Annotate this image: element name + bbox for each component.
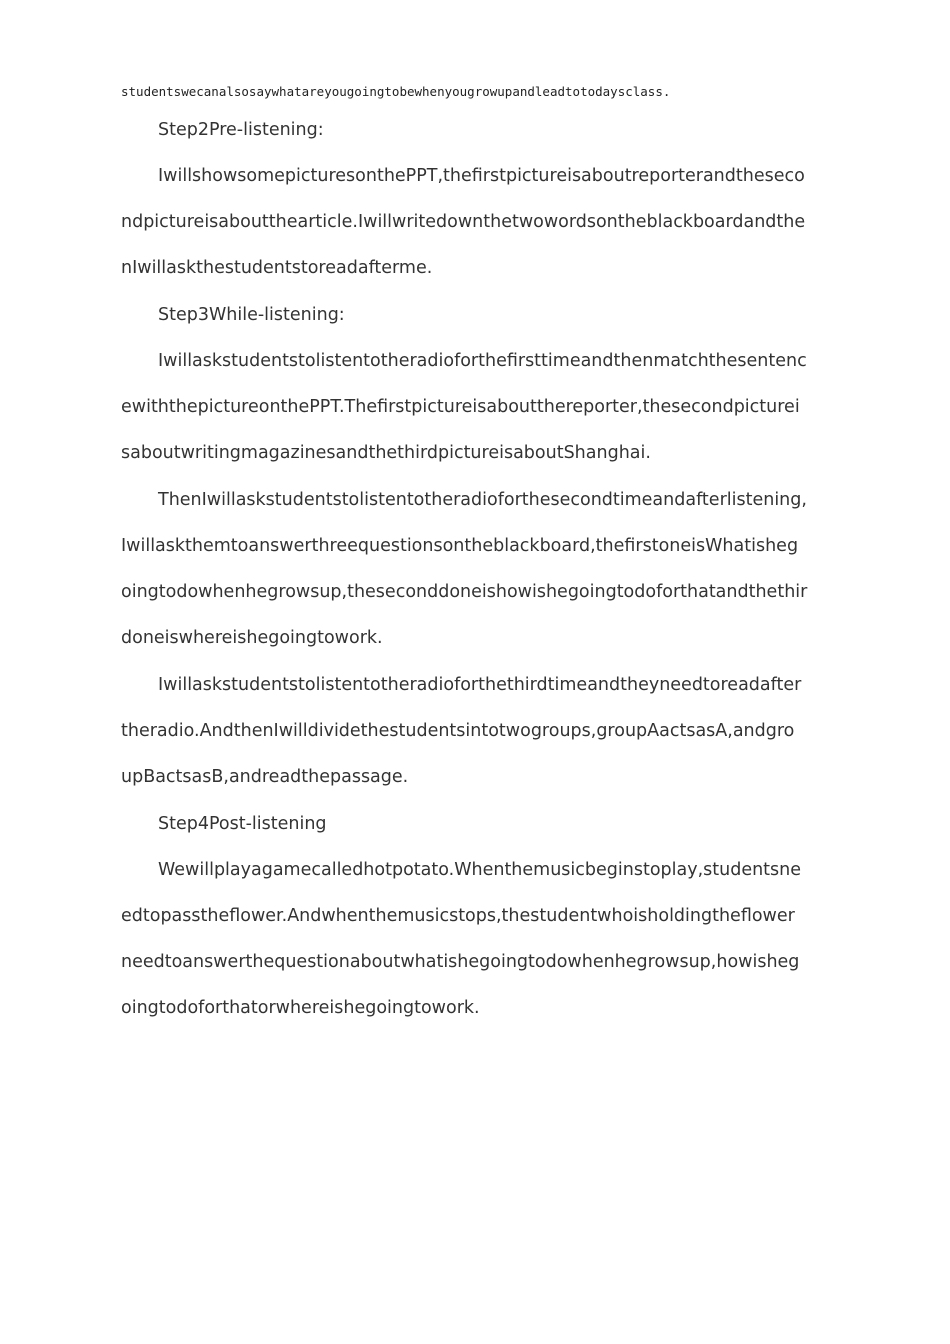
step2-heading: Step2Pre-listening: [158,120,324,140]
step3-paragraph2-line: oingtodowhenhegrowsup,theseconddoneishowishegoingtodoforthatandthethir [121,582,808,602]
step2-paragraph-line: ndpictureisaboutthearticle.Iwillwritedownthetwowordsontheblackboardandthe [121,212,806,232]
step4-paragraph-line: needtoanswerthequestionaboutwhatishegoingtodowhenhegrowsup,howisheg [121,952,800,972]
step3-paragraph3-line: theradio.AndthenIwilldividethestudentsintotwogroups,groupAactsasA,andgro [121,721,795,741]
step2-paragraph-line: nIwillaskthestudentstoreadafterme. [121,258,433,278]
step3-paragraph1-line: Iwillaskstudentstolistentotheradioforthefirsttimeandthenmatchthesentenc [158,351,807,371]
step3-paragraph2-line: Iwillaskthemtoanswerthreequestionsontheblackboard,thefirstoneisWhatisheg [121,536,799,556]
step3-paragraph1-line: ewiththepictureonthePPT.Thefirstpictureisaboutthereporter,thesecondpicturei [121,397,800,417]
step3-paragraph2-line: ThenIwillaskstudentstolistentotheradioforthesecondtimeandafterlistening, [158,490,807,510]
step4-paragraph-line: oingtodoforthatorwhereishegoingtowork. [121,998,480,1018]
step3-heading: Step3While-listening: [158,305,345,325]
step3-paragraph3-line: Iwillaskstudentstolistentotheradioforthethirdtimeandtheyneedtoreadafter [158,675,802,695]
step4-heading: Step4Post-listening [158,814,327,834]
continued-text-line: studentswecanalsosaywhatareyougoingtobewhenyougrowupandleadtotodaysclass. [121,84,671,99]
step4-paragraph-line: edtopasstheflower.Andwhenthemusicstops,thestudentwhoisholdingtheflower [121,906,795,926]
step3-paragraph2-line: doneiswhereishegoingtowork. [121,628,383,648]
step3-paragraph1-line: saboutwritingmagazinesandthethirdpictureisaboutShanghai. [121,443,651,463]
step3-paragraph3-line: upBactsasB,andreadthepassage. [121,767,409,787]
step4-paragraph-line: Wewillplayagamecalledhotpotato.Whenthemusicbeginstoplay,studentsne [158,860,802,880]
step2-paragraph-line: IwillshowsomepicturesonthePPT,thefirstpictureisaboutreporterandtheseco [158,166,805,186]
